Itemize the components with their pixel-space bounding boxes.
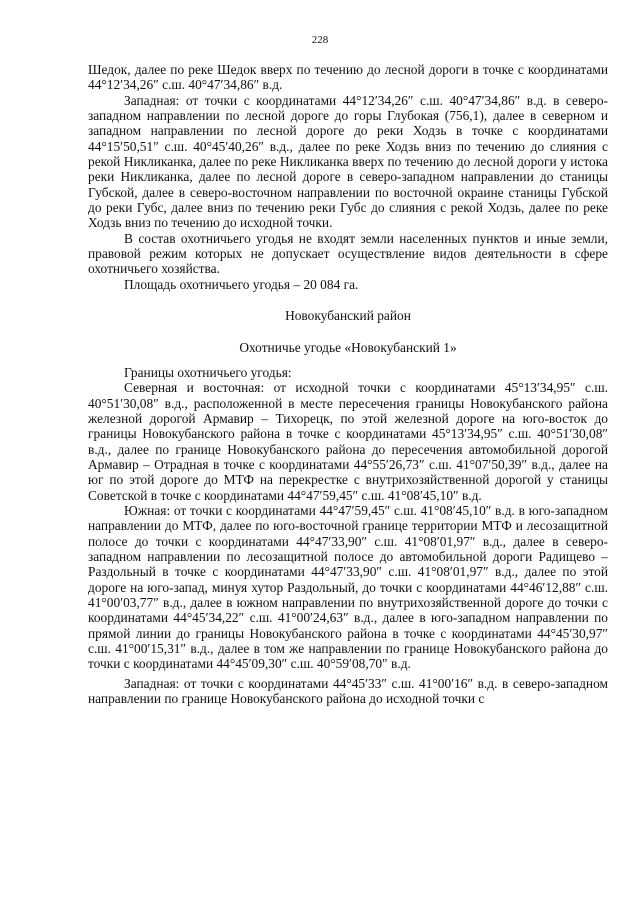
paragraph-west-border-2: Западная: от точки с координатами 44°45′33″ с.ш. 41°00′16″ в.д. в северо-западном направлении по границе Новокубанского района до исходной точки с [88,675,608,707]
page-number: 228 [311,34,329,46]
paragraph-area: Площадь охотничьего угодья – 20 084 га. [124,276,359,292]
paragraph-shedok: Шедок, далее по реке Шедок вверх по течению до лесной дороги в точке с координатами 44°12′34,26″ с.ш. 40°47′34,86″ в.д. [88,62,608,93]
hunting-ground-heading: Охотничье угодье «Новокубанский 1» [239,339,457,355]
paragraph-west-border-1: Западная: от точки с координатами 44°12′34,26″ с.ш. 40°47′34,86″ в.д. в северо-западном направлении по лесной дороге до горы Глубокая (756,1), далее в северном и западном направлении по лесной дороге до реки Ходзь в точке с координатами 44°15′50,51″ с.ш. 40°45′40,26″ в.д., далее по реке Ходзь вниз по течению до слияния с рекой Никликанка, далее по реке Никликанка вверх по течению до лесной дороги у истока реки Никликанка, далее по лесной дороге в северо-западном направлении до станицы Губской, далее в северо-восточном направлении по восточной окраине станицы Губской до реки Губс, далее вниз по течению реки Губс до слияния с рекой Ходзь, далее по реке Ходзь вниз по течению до исходной точки. [88,92,608,231]
district-heading: Новокубанский район [285,308,411,324]
paragraph-north-east-border: Северная и восточная: от исходной точки с координатами 45°13′34,95″ с.ш. 40°51′30,08″ в.д., расположенной в месте пересечения границы Новокубанского района железной дорогой Армавир – Тихорецк, по этой железной дороге на юго-восток до границы Новокубанского района в точке с координатами 45°13′34,95″ с.ш. 40°51′30,08″ в.д., далее по границе Новокубанского района до пересечения автомобильной дорогой Армавир – Отрадная в точке с координатами 44°55′26,73″ с.ш. 41°07′50,39″ в.д., далее на юг по этой дороге до МТФ на перекрестке с внутрихозяйственной дорогой у станицы Советской в точке с координатами 44°47′59,45″ с.ш. 41°08′45,10″ в.д. [88,380,608,503]
paragraph-south-border: Южная: от точки с координатами 44°47′59,45″ с.ш. 41°08′45,10″ в.д. в юго-западном направлении до МТФ, далее по юго-восточной границе территории МТФ и лесозащитной полосе до точки с координатами 44°47′33,90″ с.ш. 41°08′01,97″ в.д., далее в северо-западном направлении по лесозащитной полосе до автомобильной дороги Радищево – Раздольный в точке с координатами 44°47′33,90″ с.ш. 41°08′01,97″ в.д., далее по этой дороге на юго-запад, минуя хутор Раздольный, до точки с координатами 44°46′12,88″ с.ш. 41°00′03,77″ в.д., далее в южном направлении по внутрихозяйственной дороге до точки с координатами 44°45′34,22″ с.ш. 41°00′24,63″ в.д., далее в юго-западном направлении по прямой линии до границы Новокубанского района в точке с координатами 44°45′30,97″ с.ш. 41°00′15,31″ в.д., далее в том же направлении по границе Новокубанского района до точки с координатами 44°45′09,30″ с.ш. 40°59′08,70″ в.д. [88,502,608,672]
borders-heading: Границы охотничьего угодья: [124,364,292,380]
document-body [88,62,608,706]
paragraph-excluded-lands: В состав охотничьего угодья не входят земли населенных пунктов и иные земли, правовой режим которых не допускает осуществление видов деятельности в сфере охотничьего хозяйства. [88,230,608,277]
